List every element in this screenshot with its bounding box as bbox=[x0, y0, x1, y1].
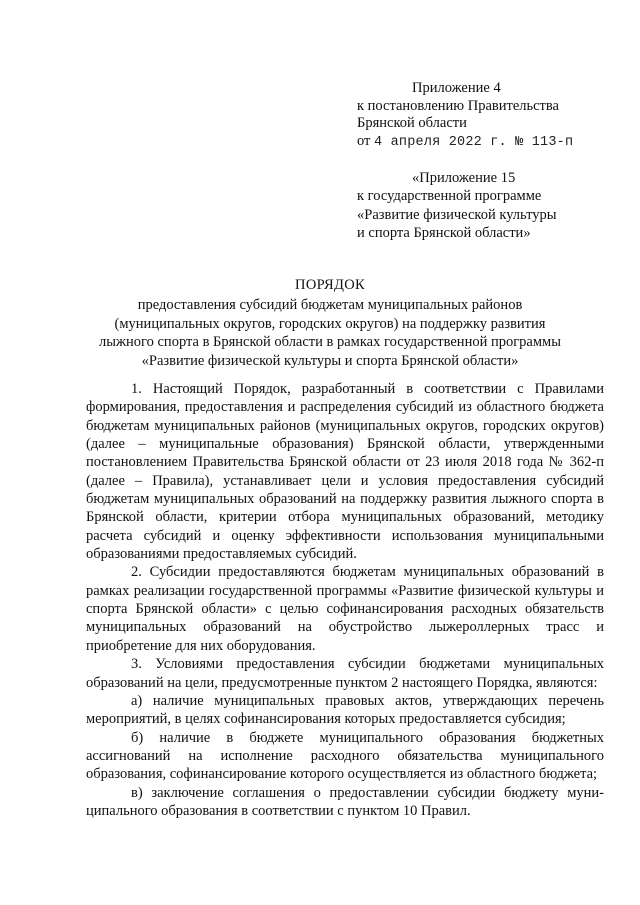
paragraph-2: 2. Субсидии предоставляются бюджетам муниципальных образований в рамках реализации государственной программы «Развитие физической культуры и спорта Брянской области» с целью софинансирования расходных обязательств муниципальных образований на обустройство лыжероллерных трасс и приобретение для них оборудования. bbox=[86, 564, 604, 654]
paragraph-3c: в) заключение соглашения о предоставлении субсидии бюджету муниципального образования в соответствии с пунктом 10 Правил. bbox=[86, 784, 604, 819]
document-subtitle-line-3: лыжного спорта в Брянской области в рамках государственной программы bbox=[99, 334, 561, 351]
appendix-date-value: 4 апреля 2022 г. № 113-п bbox=[374, 134, 574, 150]
paragraph-3: 3. Условиями предоставления субсидии бюджетами муниципальных образований на цели, предусмотренные пунктом 2 настоящего Порядка, являются: bbox=[86, 656, 604, 691]
appendix-date-prefix: от bbox=[357, 132, 375, 149]
paragraph-1: 1. Настоящий Порядок, разработанный в соответствии с Правилами формирования, предоставления и распределения субсидий из областного бюджета бюджетам муниципальных районов (муниципальных округов, городских округов) (далее – муниципальные образования) Брянской области, утвержденными постановлением Правительства Брянской области от 23 июля 2018 года № 362-п (далее – Правила), устанавливает цели и условия предоставления субсидий бюджетам муниципальных образований на поддержку развития лыжного спорта в Брянской области, критерии отбора муниципальных образований, методику расчета субсидий и оценку эффективности использования муниципальными образованиями предоставляемых субсидий. bbox=[86, 381, 604, 563]
document-heading bbox=[60, 275, 600, 370]
appendix-number: Приложение 4 bbox=[412, 80, 501, 96]
appendix-quote-program-name-2: и спорта Брянской области» bbox=[357, 225, 531, 242]
paragraph-3a: а) наличие муниципальных правовых актов, утверждающих перечень мероприятий, в целях софинансирования которых предоставляется субсидия; bbox=[86, 692, 604, 728]
document-title: ПОРЯДОК bbox=[295, 277, 365, 293]
appendix-block bbox=[357, 80, 627, 151]
document-body bbox=[86, 380, 604, 820]
document-subtitle-line-1: предоставления субсидий бюджетам муниципальных районов bbox=[137, 297, 523, 313]
document-subtitle-line-2: (муниципальных округов, городских округов) на поддержку развития bbox=[114, 315, 546, 332]
appendix-resolution: к постановлению Правительства bbox=[357, 97, 559, 114]
appendix-region: Брянской области bbox=[357, 115, 467, 132]
appendix-date-line bbox=[357, 133, 627, 152]
appendix-quote-block bbox=[357, 169, 627, 243]
appendix-quote-program-name-1: «Развитие физической культуры bbox=[357, 206, 557, 223]
paragraph-3b: б) наличие в бюджете муниципального образования бюджетных ассигнований на исполнение расходного обязательства муниципального образования, софинансирование которого осуществляется из областного бюджета; bbox=[86, 729, 604, 783]
document-subtitle-line-4: «Развитие физической культуры и спорта Брянской области» bbox=[141, 352, 519, 369]
appendix-quote-number: «Приложение 15 bbox=[412, 170, 516, 186]
appendix-quote-program: к государственной программе bbox=[357, 188, 542, 205]
document-subtitle bbox=[60, 296, 600, 370]
